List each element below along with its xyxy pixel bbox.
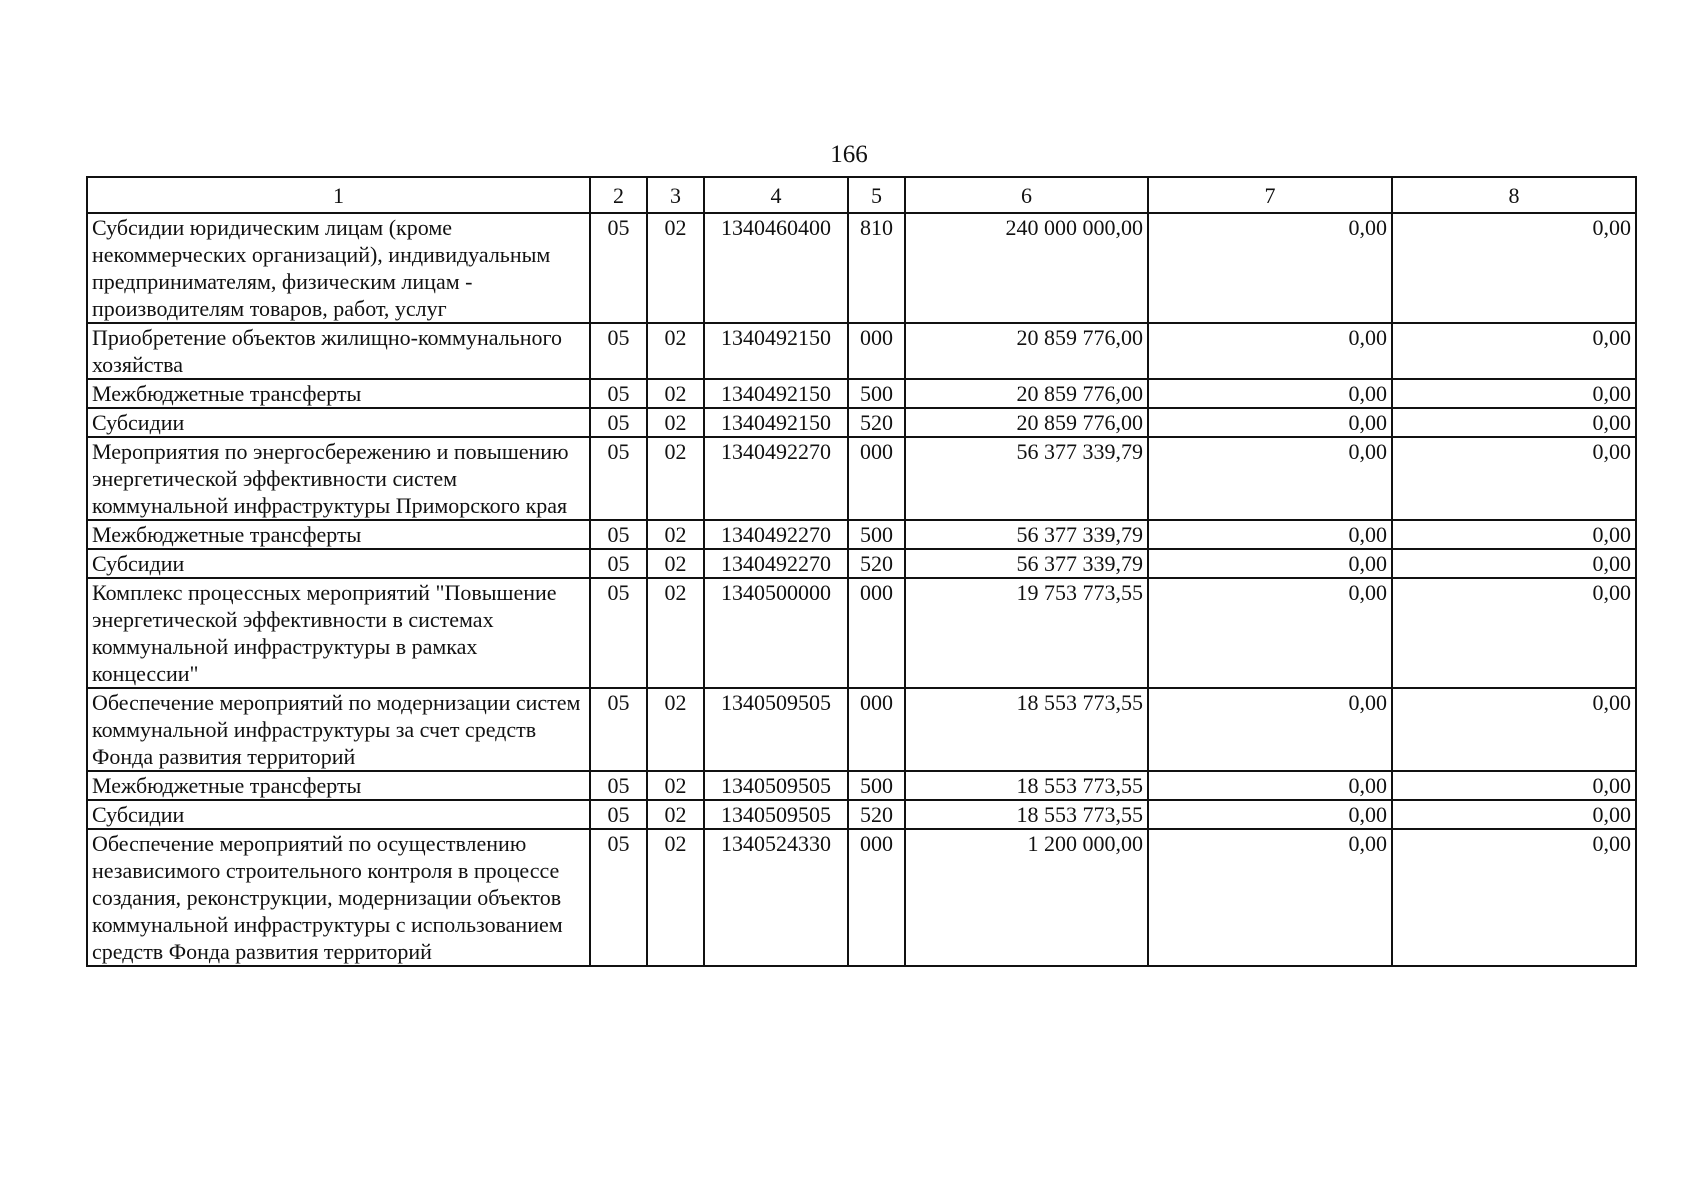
- header-cell: 4: [704, 177, 848, 213]
- amount-col6-cell: 56 377 339,79: [905, 520, 1148, 549]
- section-code-cell: 05: [590, 323, 647, 379]
- subsection-code-cell: 02: [647, 829, 704, 966]
- expense-type-cell: 500: [848, 520, 905, 549]
- target-code-cell: 1340500000: [704, 578, 848, 688]
- amount-col6-cell: 18 553 773,55: [905, 800, 1148, 829]
- section-code-cell: 05: [590, 688, 647, 771]
- header-cell: 8: [1392, 177, 1636, 213]
- amount-col7-cell: 0,00: [1148, 549, 1392, 578]
- target-code-cell: 1340509505: [704, 771, 848, 800]
- target-code-cell: 1340492150: [704, 408, 848, 437]
- expense-type-cell: 000: [848, 323, 905, 379]
- header-cell: 7: [1148, 177, 1392, 213]
- budget-table: [86, 176, 1637, 967]
- header-cell: 1: [87, 177, 590, 213]
- amount-col6-cell: 20 859 776,00: [905, 323, 1148, 379]
- row-name-cell: Межбюджетные трансферты: [87, 379, 590, 408]
- section-code-cell: 05: [590, 213, 647, 323]
- amount-col7-cell: 0,00: [1148, 800, 1392, 829]
- amount-col8-cell: 0,00: [1392, 578, 1636, 688]
- expense-type-cell: 500: [848, 379, 905, 408]
- section-code-cell: 05: [590, 800, 647, 829]
- amount-col6-cell: 20 859 776,00: [905, 379, 1148, 408]
- expense-type-cell: 520: [848, 800, 905, 829]
- row-name-cell: Межбюджетные трансферты: [87, 520, 590, 549]
- amount-col8-cell: 0,00: [1392, 688, 1636, 771]
- table-row: [87, 323, 1636, 379]
- amount-col7-cell: 0,00: [1148, 323, 1392, 379]
- row-name-cell: Обеспечение мероприятий по модернизации систем коммунальной инфраструктуры за счет средств Фонда развития территорий: [87, 688, 590, 771]
- amount-col8-cell: 0,00: [1392, 771, 1636, 800]
- amount-col8-cell: 0,00: [1392, 800, 1636, 829]
- amount-col8-cell: 0,00: [1392, 829, 1636, 966]
- amount-col7-cell: 0,00: [1148, 437, 1392, 520]
- expense-type-cell: 500: [848, 771, 905, 800]
- section-code-cell: 05: [590, 437, 647, 520]
- subsection-code-cell: 02: [647, 688, 704, 771]
- row-name-cell: Субсидии: [87, 549, 590, 578]
- amount-col6-cell: 56 377 339,79: [905, 549, 1148, 578]
- table-row: [87, 578, 1636, 688]
- amount-col8-cell: 0,00: [1392, 213, 1636, 323]
- section-code-cell: 05: [590, 379, 647, 408]
- expense-type-cell: 000: [848, 437, 905, 520]
- target-code-cell: 1340509505: [704, 800, 848, 829]
- subsection-code-cell: 02: [647, 549, 704, 578]
- amount-col7-cell: 0,00: [1148, 829, 1392, 966]
- subsection-code-cell: 02: [647, 213, 704, 323]
- amount-col6-cell: 56 377 339,79: [905, 437, 1148, 520]
- expense-type-cell: 520: [848, 408, 905, 437]
- amount-col8-cell: 0,00: [1392, 379, 1636, 408]
- amount-col7-cell: 0,00: [1148, 408, 1392, 437]
- amount-col7-cell: 0,00: [1148, 379, 1392, 408]
- amount-col6-cell: 240 000 000,00: [905, 213, 1148, 323]
- row-name-cell: Приобретение объектов жилищно-коммунального хозяйства: [87, 323, 590, 379]
- amount-col8-cell: 0,00: [1392, 549, 1636, 578]
- target-code-cell: 1340492270: [704, 549, 848, 578]
- table-row: [87, 771, 1636, 800]
- subsection-code-cell: 02: [647, 578, 704, 688]
- amount-col8-cell: 0,00: [1392, 437, 1636, 520]
- expense-type-cell: 000: [848, 578, 905, 688]
- subsection-code-cell: 02: [647, 408, 704, 437]
- amount-col6-cell: 20 859 776,00: [905, 408, 1148, 437]
- header-cell: 2: [590, 177, 647, 213]
- table-row: [87, 379, 1636, 408]
- row-name-cell: Мероприятия по энергосбережению и повышению энергетической эффективности систем коммунальной инфраструктуры Приморского края: [87, 437, 590, 520]
- target-code-cell: 1340492150: [704, 379, 848, 408]
- table-row: [87, 688, 1636, 771]
- table-row: [87, 520, 1636, 549]
- expense-type-cell: 000: [848, 829, 905, 966]
- table-row: [87, 437, 1636, 520]
- row-name-cell: Субсидии юридическим лицам (кроме некоммерческих организаций), индивидуальным предпринимателям, физическим лицам - производителям товаров, работ, услуг: [87, 213, 590, 323]
- table-row: [87, 408, 1636, 437]
- row-name-cell: Комплекс процессных мероприятий "Повышение энергетической эффективности в системах коммунальной инфраструктуры в рамках концессии": [87, 578, 590, 688]
- row-name-cell: Субсидии: [87, 408, 590, 437]
- header-row: [87, 177, 1636, 213]
- section-code-cell: 05: [590, 549, 647, 578]
- target-code-cell: 1340492270: [704, 520, 848, 549]
- amount-col7-cell: 0,00: [1148, 688, 1392, 771]
- amount-col6-cell: 19 753 773,55: [905, 578, 1148, 688]
- target-code-cell: 1340492150: [704, 323, 848, 379]
- amount-col6-cell: 1 200 000,00: [905, 829, 1148, 966]
- target-code-cell: 1340460400: [704, 213, 848, 323]
- header-cell: 5: [848, 177, 905, 213]
- amount-col8-cell: 0,00: [1392, 520, 1636, 549]
- page-number: 166: [830, 141, 868, 168]
- target-code-cell: 1340492270: [704, 437, 848, 520]
- table-row: [87, 213, 1636, 323]
- section-code-cell: 05: [590, 829, 647, 966]
- amount-col8-cell: 0,00: [1392, 323, 1636, 379]
- table-row: [87, 829, 1636, 966]
- subsection-code-cell: 02: [647, 379, 704, 408]
- table-row: [87, 800, 1636, 829]
- amount-col7-cell: 0,00: [1148, 213, 1392, 323]
- section-code-cell: 05: [590, 408, 647, 437]
- amount-col7-cell: 0,00: [1148, 578, 1392, 688]
- target-code-cell: 1340524330: [704, 829, 848, 966]
- section-code-cell: 05: [590, 771, 647, 800]
- section-code-cell: 05: [590, 578, 647, 688]
- header-cell: 3: [647, 177, 704, 213]
- amount-col6-cell: 18 553 773,55: [905, 688, 1148, 771]
- expense-type-cell: 810: [848, 213, 905, 323]
- expense-type-cell: 000: [848, 688, 905, 771]
- amount-col7-cell: 0,00: [1148, 520, 1392, 549]
- subsection-code-cell: 02: [647, 520, 704, 549]
- table-row: [87, 549, 1636, 578]
- subsection-code-cell: 02: [647, 771, 704, 800]
- header-cell: 6: [905, 177, 1148, 213]
- amount-col8-cell: 0,00: [1392, 408, 1636, 437]
- row-name-cell: Обеспечение мероприятий по осуществлению независимого строительного контроля в процессе создания, реконструкции, модернизации объектов коммунальной инфраструктуры с использованием средств Фонда развития территорий: [87, 829, 590, 966]
- amount-col7-cell: 0,00: [1148, 771, 1392, 800]
- target-code-cell: 1340509505: [704, 688, 848, 771]
- expense-type-cell: 520: [848, 549, 905, 578]
- row-name-cell: Межбюджетные трансферты: [87, 771, 590, 800]
- row-name-cell: Субсидии: [87, 800, 590, 829]
- subsection-code-cell: 02: [647, 800, 704, 829]
- section-code-cell: 05: [590, 520, 647, 549]
- subsection-code-cell: 02: [647, 323, 704, 379]
- subsection-code-cell: 02: [647, 437, 704, 520]
- table-body: [87, 213, 1636, 966]
- amount-col6-cell: 18 553 773,55: [905, 771, 1148, 800]
